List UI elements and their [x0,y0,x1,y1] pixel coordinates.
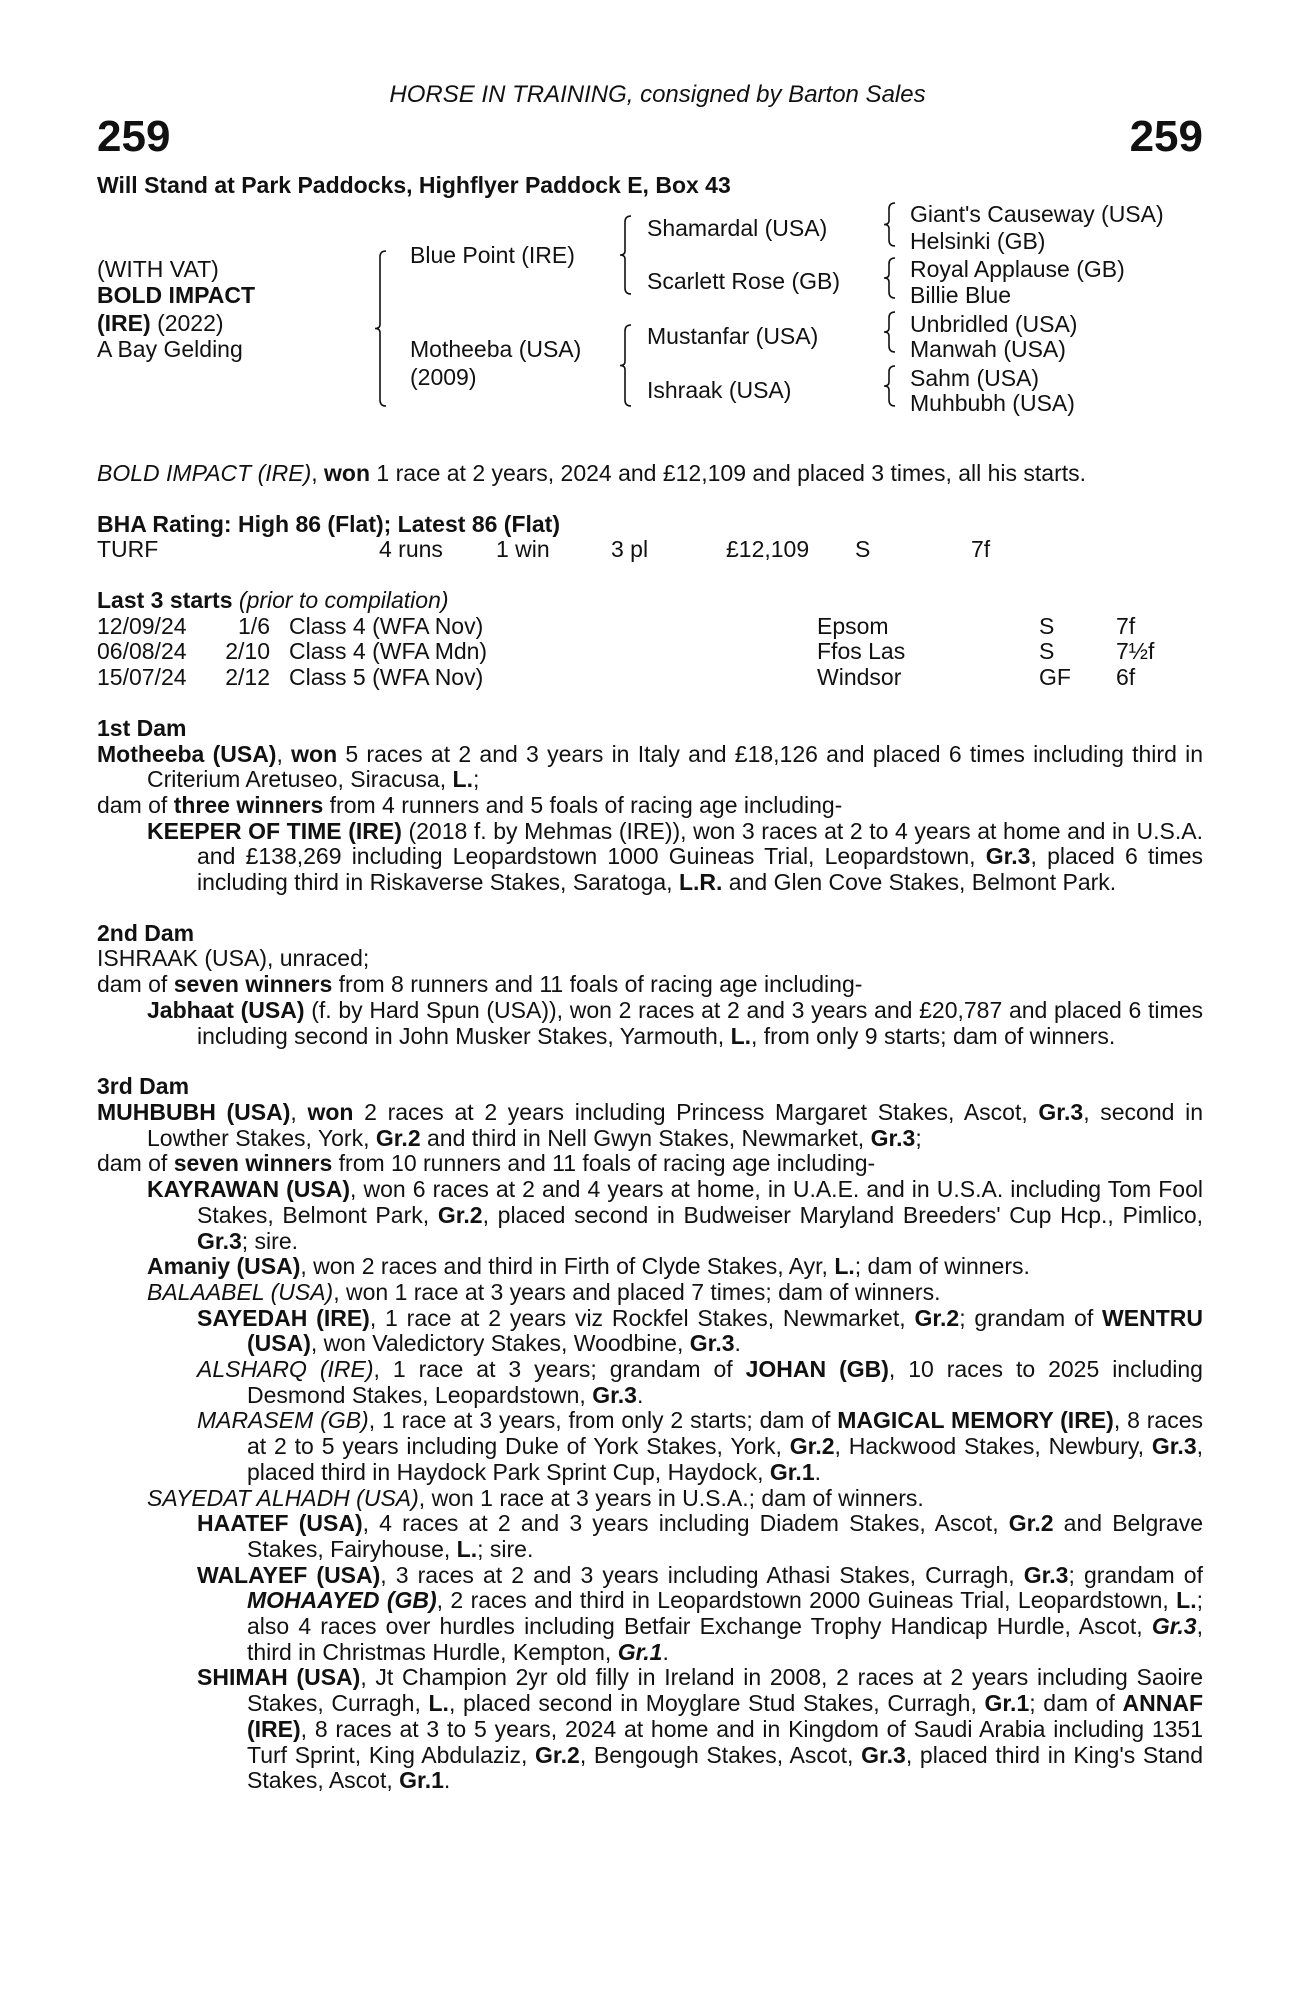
start-pos: 1/6 [238,612,270,639]
runs: 4 runs [379,536,443,563]
produce-record [97,819,1203,896]
dam-year: (2009) [410,364,477,390]
text-run: SHIMAH (USA) [197,1664,361,1691]
text-run: 2 races at 2 years including Princess Margaret Stakes, Ascot, [353,1099,1039,1125]
text-run: Gr.3 [1151,1613,1197,1640]
horse-year: (2022) [157,310,224,336]
produce-record [97,793,1203,819]
text-run: won [291,740,338,767]
text-run: , 8 races at 2 to 5 years including Duke of York Stakes, York, [247,1407,1203,1460]
start-date: 12/09/24 [97,612,187,639]
produce-record [97,1280,1203,1306]
text-run: , won 1 race at 3 years in U.S.A.; dam of winners. [418,1484,924,1511]
start-date: 15/07/24 [97,664,187,691]
text-run: dam of [97,1150,174,1177]
produce-record [97,1254,1203,1280]
curly-bracket [884,312,895,352]
text-run: . [636,1381,644,1408]
text-run: Gr.3 [870,1124,916,1151]
produce-record [97,1100,1203,1151]
text-run: , from only 9 starts; dam of winners. [751,1022,1116,1049]
curly-bracket [375,251,386,406]
produce-record [97,1357,1203,1408]
ancestor: Billie Blue [910,282,1011,308]
last-start-row [97,614,1203,640]
text-run: won [324,460,371,486]
text-run: from 8 runners and 11 foals of racing age including- [332,971,863,998]
surface: TURF [97,536,159,563]
text-run: , placed second in Budweiser Maryland Breeders' Cup Hcp., Pimlico, [482,1201,1204,1228]
text-run: L. [428,1690,449,1717]
text-run: and third in Nell Gwyn Stakes, Newmarket, [420,1124,871,1151]
text-run: , won 6 races at 2 and 4 years at home, in U.A.E. and in U.S.A. including Tom Fool Stakes, Belmont Park, [197,1176,1204,1228]
distance: 7f [971,536,991,563]
text-run: L. [456,1535,478,1562]
ancestor: Royal Applause (GB) [910,256,1125,282]
text-run: (2018 f. by Mehmas (IRE)), won 3 races at 2 to 4 years at home and in U.S.A. and £138,269 including Leopardstown 1000 Guineas Trial, Leopardstown, [197,817,1203,870]
turf-record-row [97,537,1203,563]
text-run: Gr.3 [861,1741,906,1768]
text-run: ; grandam of [1068,1561,1203,1588]
text-run: , [311,460,325,486]
start-race: Class 4 (WFA Mdn) [289,638,488,665]
wins: 1 win [496,536,550,563]
ancestor: Giant's Causeway (USA) [910,201,1164,227]
text-run: Gr.3 [1038,1099,1084,1125]
text-run: Gr.2 [437,1201,483,1228]
text-run: dam of [97,971,174,998]
text-run: ; [472,766,480,793]
text-run: MAGICAL MEMORY (IRE) [837,1407,1114,1434]
text-run: , 1 race at 2 years viz Rockfel Stakes, Newmarket, [369,1304,915,1331]
start-distance: 7f [1116,612,1136,639]
dam-section [97,716,1203,896]
text-run: , 10 races to 2025 including Desmond Stakes, Leopardstown, [247,1356,1203,1408]
text-run: from 10 runners and 11 foals of racing age including- [332,1150,876,1177]
text-run: , 2 races and third in Leopardstown 2000 Guineas Trial, Leopardstown, [436,1587,1177,1614]
text-run: from 4 runners and 5 foals of racing age including- [323,791,843,818]
text-run: , placed third in King's Stand Stakes, Ascot, [247,1741,1204,1794]
last-starts-subtitle: (prior to compilation) [238,587,449,614]
text-run: , second in Lowther Stakes, York, [147,1099,1203,1151]
produce-record [97,1665,1203,1794]
text-run: WALAYEF (USA) [197,1561,381,1588]
start-pos: 2/10 [225,638,270,665]
section-title: 1st Dam [97,714,187,741]
text-run: , [276,740,292,767]
text-run: Gr.1 [769,1458,815,1485]
last-start-row [97,665,1203,691]
text-run: Gr.2 [789,1433,835,1460]
text-run: , [290,1099,308,1125]
start-course: Epsom [817,612,889,639]
section-title: 3rd Dam [97,1073,190,1100]
pedigree-chart [0,200,1315,415]
start-going: GF [1039,664,1071,691]
text-run: , third in Christmas Hurdle, Kempton, [247,1613,1203,1665]
dam-dam: Ishraak (USA) [647,377,792,403]
start-race: Class 4 (WFA Nov) [289,612,484,639]
start-distance: 7½f [1116,638,1155,665]
text-run: MUHBUBH (USA) [97,1099,291,1125]
text-run: . [814,1458,822,1485]
text-run: BOLD IMPACT (IRE) [97,460,312,486]
text-run: , won Valedictory Stakes, Woodbine, [310,1330,690,1357]
start-distance: 6f [1116,664,1136,691]
text-run: seven winners [173,1150,333,1177]
text-run: Gr.2 [1008,1510,1054,1537]
dam-sire: Mustanfar (USA) [647,323,819,349]
text-run: , won 2 races and third in Firth of Clyde Stakes, Ayr, [300,1253,835,1280]
ancestor: Helsinki (GB) [910,228,1046,254]
text-run: Jabhaat (USA) [147,996,305,1023]
text-run: dam of [97,791,174,818]
text-run: KEEPER OF TIME (IRE) [147,817,402,844]
text-run: won [307,1099,354,1125]
dam-section [97,921,1203,1050]
text-run: , 8 races at 3 to 5 years, 2024 at home and in Kingdom of Saudi Arabia including 1351 Turf Sprint, King Abdulaziz, [247,1715,1203,1768]
produce-record [97,742,1203,793]
horse-name: BOLD IMPACT [97,282,256,308]
text-run: seven winners [173,971,333,998]
curly-bracket [884,258,895,298]
placed: 3 pl [611,536,649,563]
text-run: Gr.1 [617,1638,663,1665]
produce-record [97,1511,1203,1562]
dam-section [97,1074,1203,1794]
text-run: , Hackwood Stakes, Newbury, [834,1433,1152,1460]
produce-record [97,972,1203,998]
text-run: L. [1176,1587,1197,1614]
text-run: ; sire. [241,1227,298,1254]
going: S [855,536,871,563]
produce-record [97,1486,1203,1512]
text-run: MOHAAYED (GB) [247,1587,437,1614]
text-run: 1 race at 2 years, 2024 and £12,109 and placed 3 times, all his starts. [370,460,1087,486]
start-date: 06/08/24 [97,638,187,665]
lot-number-right: 259 [1129,112,1203,161]
curly-bracket [620,216,631,294]
text-run: Gr.2 [535,1741,580,1768]
sire: Blue Point (IRE) [410,242,575,268]
text-run: ALSHARQ (IRE) [197,1356,374,1383]
catalogue-body [97,461,1203,1794]
text-run: , placed third in Haydock Park Sprint Cup, Haydock, [247,1433,1204,1485]
text-run: HAATEF (USA) [197,1510,363,1537]
text-run: ; dam of [1029,1690,1123,1717]
vat-note: (WITH VAT) [97,256,219,282]
ancestor: Manwah (USA) [910,336,1066,362]
curly-bracket [620,325,631,406]
text-run: , placed 6 times including third in Riskaverse Stakes, Saratoga, [197,843,1203,896]
text-run: Gr.1 [984,1690,1030,1717]
text-run: L.R. [678,869,723,896]
text-run: ANNAF (IRE) [247,1690,1204,1742]
text-run: ; sire. [477,1535,534,1562]
text-run: Gr.2 [914,1304,960,1331]
text-run: Gr.2 [375,1124,421,1151]
text-run: ; grandam of [959,1304,1103,1331]
text-run: Gr.3 [592,1381,637,1408]
text-run: Gr.3 [689,1330,735,1357]
text-run: ; also 4 races over hurdles including Betfair Exchange Trophy Handicap Hurdle, Ascot, [247,1587,1204,1640]
text-run: , Jt Champion 2yr old filly in Ireland in 2008, 2 races at 2 years including Saoire Stakes, Curragh, [247,1664,1203,1717]
text-run: , 4 races at 2 and 3 years including Diadem Stakes, Ascot, [362,1510,1009,1537]
sire-sire: Shamardal (USA) [647,215,828,241]
text-run: (f. by Hard Spun (USA)), won 2 races at 2 and 3 years and £20,787 and placed 6 times including second in John Musker Stakes, Yarmouth, [197,996,1203,1049]
text-run: . [734,1330,741,1357]
text-run: , 1 race at 3 years, from only 2 starts; dam of [368,1407,838,1434]
ancestor: Unbridled (USA) [910,311,1078,337]
text-run: , Bengough Stakes, Ascot, [579,1741,862,1768]
text-run: , placed second in Moyglare Stud Stakes, Curragh, [448,1690,985,1717]
start-race: Class 5 (WFA Nov) [289,664,484,691]
rating-section [97,512,1203,563]
dam: Motheeba (USA) [410,336,582,362]
text-run: 5 races at 2 and 3 years in Italy and £18,126 and placed 6 times including third in Criterium Aretuseo, Siracusa, [147,740,1204,793]
last-starts-section [97,588,1203,691]
horse-description: A Bay Gelding [97,336,243,362]
text-run: Gr.3 [197,1227,242,1254]
text-run: Motheeba (USA) [97,740,277,767]
text-run: MARASEM (GB) [197,1407,369,1434]
start-going: S [1039,638,1055,665]
text-run: SAYEDAH (IRE) [197,1304,370,1331]
produce-record [97,1306,1203,1357]
start-pos: 2/12 [225,664,270,691]
text-run: SAYEDAT ALHADH (USA) [147,1484,419,1511]
lot-number-left: 259 [97,112,171,161]
text-run: and Glen Cove Stakes, Belmont Park. [722,869,1117,896]
text-run: , won 1 race at 3 years and placed 7 times; dam of winners. [333,1278,941,1305]
text-run: . [662,1638,669,1665]
text-run: Gr.3 [1151,1433,1197,1460]
text-run: ISHRAAK (USA), unraced; [97,945,370,972]
produce-record [97,1151,1203,1177]
sire-dam: Scarlett Rose (GB) [647,268,840,294]
start-course: Windsor [817,664,902,691]
earnings: £12,109 [726,536,810,563]
last-start-row [97,639,1203,665]
text-run: three winners [173,791,324,818]
text-run: L. [452,766,473,793]
curly-bracket [884,366,895,406]
text-run: , 1 race at 3 years; grandam of [373,1356,746,1383]
produce-record [97,998,1203,1049]
text-run: JOHAN (GB) [745,1356,889,1383]
text-run: Gr.3 [1023,1561,1069,1588]
bha-rating: BHA Rating: High 86 (Flat); Latest 86 (Flat) [97,510,560,537]
produce-record [97,1563,1203,1666]
text-run: ; dam of winners. [854,1253,1030,1280]
text-run: Gr.1 [399,1767,444,1794]
race-summary [97,461,1203,487]
text-run: and Belgrave Stakes, Fairyhouse, [247,1510,1203,1562]
text-run: KAYRAWAN (USA) [147,1176,351,1203]
produce-record [97,1177,1203,1254]
horse-country: (IRE) [97,310,151,336]
text-run: Gr.3 [985,843,1031,870]
stabling-location: Will Stand at Park Paddocks, Highflyer Paddock E, Box 43 [97,172,731,198]
last-starts-title: Last 3 starts [97,587,233,614]
text-run: ; [915,1124,922,1151]
catalogue-header: HORSE IN TRAINING, consigned by Barton Sales [389,81,926,108]
curly-bracket [884,203,895,246]
ancestor: Muhbubh (USA) [910,390,1075,416]
text-run: L. [730,1022,752,1049]
text-run: , 3 races at 2 and 3 years including Athasi Stakes, Curragh, [380,1561,1024,1588]
produce-record [97,1408,1203,1485]
start-going: S [1039,612,1055,639]
produce-record [97,946,1203,972]
section-title: 2nd Dam [97,919,195,946]
text-run: WENTRU (USA) [247,1304,1203,1357]
text-run: Amaniy (USA) [147,1253,301,1280]
text-run: L. [834,1253,855,1280]
start-course: Ffos Las [817,638,906,665]
text-run: . [443,1767,451,1794]
ancestor: Sahm (USA) [910,365,1040,391]
text-run: BALAABEL (USA) [147,1278,334,1305]
